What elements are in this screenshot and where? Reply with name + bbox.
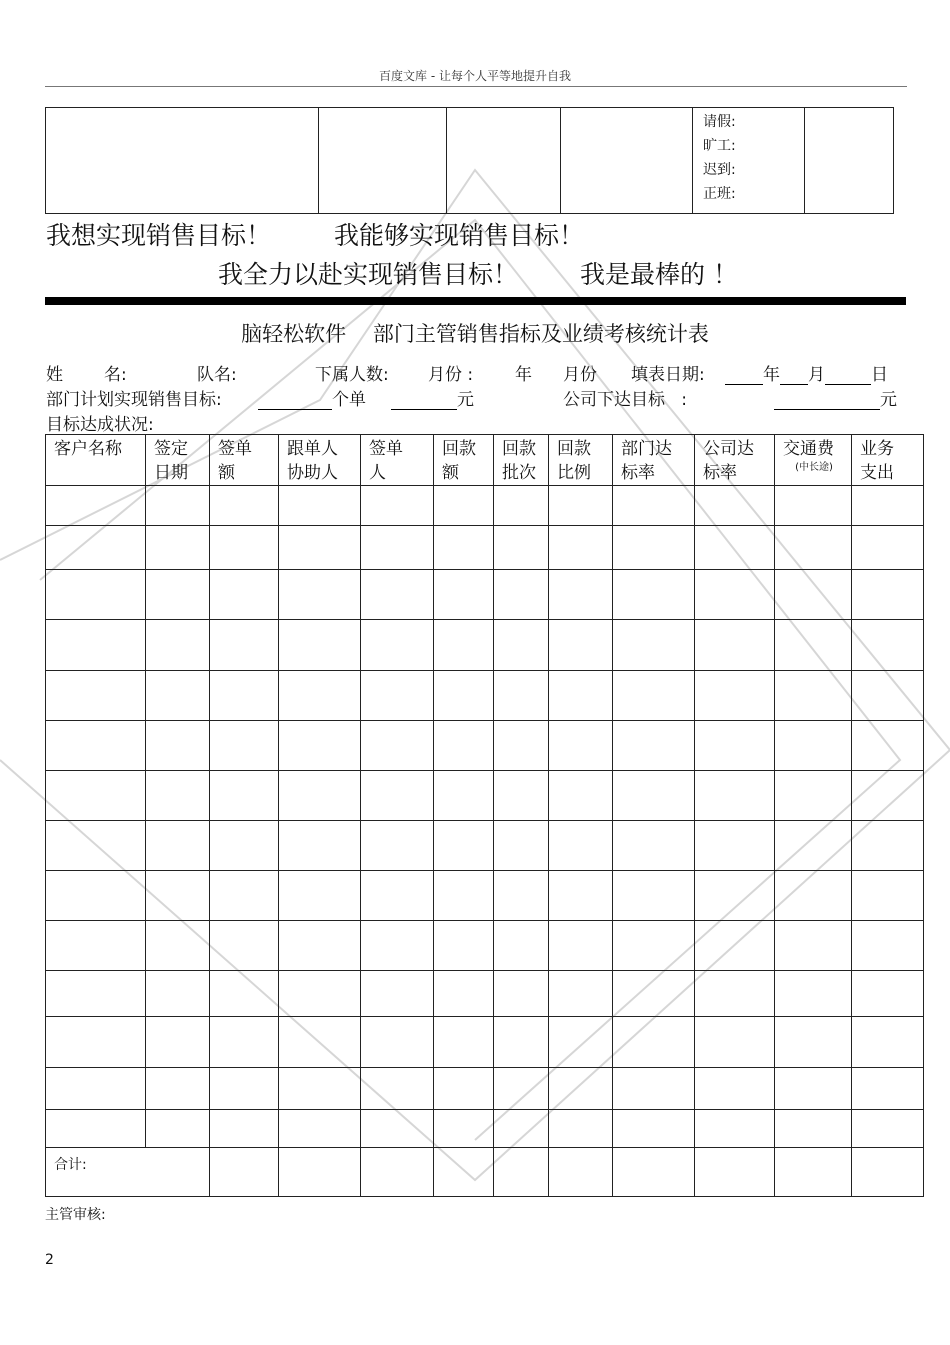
table-cell[interactable]	[46, 770, 146, 820]
table-row	[46, 971, 924, 1017]
table-cell[interactable]	[613, 921, 695, 971]
table-cell[interactable]	[852, 770, 924, 820]
table-cell[interactable]	[494, 720, 549, 770]
plan-orders-field	[258, 385, 366, 410]
table-row	[46, 921, 924, 971]
table-cell[interactable]	[434, 871, 494, 921]
table-cell[interactable]	[549, 486, 613, 526]
table-cell[interactable]	[549, 1017, 613, 1067]
table-cell[interactable]	[695, 486, 775, 526]
table-cell[interactable]	[852, 921, 924, 971]
table-cell[interactable]	[46, 670, 146, 720]
header-line-1: 签单	[218, 439, 252, 459]
table-cell[interactable]	[613, 1067, 695, 1109]
page-number: 2	[45, 1252, 54, 1268]
company-name: 脑轻松软件	[241, 322, 347, 346]
table-cell[interactable]	[775, 720, 852, 770]
col-payment-amount	[434, 435, 494, 486]
table-cell[interactable]	[146, 670, 210, 720]
table-row	[46, 1067, 924, 1109]
fill-date-label: 填表日期:	[631, 365, 705, 385]
header-line-1: 业务	[860, 439, 894, 459]
name-label-b: 名:	[104, 365, 127, 385]
total-label: 合计:	[46, 1147, 210, 1196]
col-follow-helper	[279, 435, 361, 486]
header-line-1: 跟单人	[287, 439, 338, 459]
table-cell[interactable]	[549, 570, 613, 620]
plan-amount-field	[391, 385, 474, 410]
table-cell[interactable]	[146, 971, 210, 1017]
table-cell[interactable]	[494, 770, 549, 820]
total-cell[interactable]	[361, 1147, 434, 1196]
table-cell[interactable]	[852, 486, 924, 526]
header-line-2: 标率	[621, 463, 655, 483]
table-cell[interactable]	[549, 921, 613, 971]
header-line-2: 日期	[154, 463, 188, 483]
table-cell[interactable]	[549, 1109, 613, 1147]
table-cell[interactable]	[549, 670, 613, 720]
top-cell	[319, 108, 447, 214]
table-cell[interactable]	[613, 526, 695, 570]
table-cell[interactable]	[695, 1109, 775, 1147]
table-cell[interactable]	[613, 1017, 695, 1067]
table-cell[interactable]	[210, 921, 279, 971]
table-cell[interactable]	[775, 570, 852, 620]
table-row	[46, 670, 924, 720]
table-cell[interactable]	[613, 820, 695, 870]
table-cell[interactable]	[279, 486, 361, 526]
table-cell[interactable]	[210, 526, 279, 570]
company-target-blank[interactable]	[774, 391, 880, 410]
table-cell[interactable]	[46, 570, 146, 620]
sales-table	[45, 434, 924, 1197]
table-cell[interactable]	[852, 670, 924, 720]
table-cell[interactable]	[279, 820, 361, 870]
top-cell	[561, 108, 693, 214]
table-cell[interactable]	[146, 1017, 210, 1067]
table-cell[interactable]	[279, 770, 361, 820]
table-cell[interactable]	[46, 620, 146, 670]
date-month-word: 月	[808, 365, 825, 385]
fill-date-line	[725, 360, 888, 385]
table-cell[interactable]	[279, 971, 361, 1017]
table-cell[interactable]	[146, 486, 210, 526]
table-row	[46, 720, 924, 770]
table-cell[interactable]	[494, 1017, 549, 1067]
header-line-1: 交通费	[783, 439, 834, 459]
table-cell[interactable]	[361, 971, 434, 1017]
table-cell[interactable]	[852, 1067, 924, 1109]
table-row	[46, 1109, 924, 1147]
col-business-expense	[852, 435, 924, 486]
table-cell[interactable]	[46, 820, 146, 870]
table-cell[interactable]	[210, 570, 279, 620]
table-cell[interactable]	[852, 620, 924, 670]
table-cell[interactable]	[361, 1067, 434, 1109]
table-cell[interactable]	[695, 971, 775, 1017]
table-cell[interactable]	[852, 1017, 924, 1067]
table-body	[46, 486, 924, 1197]
table-cell[interactable]	[613, 570, 695, 620]
table-cell[interactable]	[852, 526, 924, 570]
table-cell[interactable]	[361, 526, 434, 570]
table-cell[interactable]	[434, 921, 494, 971]
header-line-2: 协助人	[287, 463, 338, 483]
table-cell[interactable]	[775, 620, 852, 670]
table-cell[interactable]	[146, 921, 210, 971]
total-cell[interactable]	[549, 1147, 613, 1196]
table-cell[interactable]	[46, 1017, 146, 1067]
year-word: 年	[515, 365, 532, 385]
table-cell[interactable]	[46, 1109, 146, 1147]
table-cell[interactable]	[279, 526, 361, 570]
regular-label: 正班:	[703, 186, 736, 202]
table-cell[interactable]	[852, 971, 924, 1017]
table-cell[interactable]	[549, 1067, 613, 1109]
header-line-1: 回款	[502, 439, 536, 459]
header-line-2: 额	[218, 463, 235, 483]
table-cell[interactable]	[146, 1109, 210, 1147]
table-cell[interactable]	[775, 1067, 852, 1109]
table-cell[interactable]	[46, 871, 146, 921]
top-cell	[46, 108, 319, 214]
total-row	[46, 1147, 924, 1196]
table-cell[interactable]	[695, 871, 775, 921]
header-line-2: (中长途)	[795, 462, 833, 473]
table-cell[interactable]	[434, 1067, 494, 1109]
table-cell[interactable]	[434, 526, 494, 570]
table-cell[interactable]	[775, 1017, 852, 1067]
table-cell[interactable]	[210, 1017, 279, 1067]
company-target-field	[774, 385, 897, 410]
table-cell[interactable]	[494, 526, 549, 570]
header-line-2: 额	[442, 463, 459, 483]
table-cell[interactable]	[434, 486, 494, 526]
header-line-1: 签单	[369, 439, 403, 459]
table-cell[interactable]	[361, 486, 434, 526]
table-cell[interactable]	[434, 620, 494, 670]
table-cell[interactable]	[46, 971, 146, 1017]
leave-label: 请假:	[703, 114, 736, 130]
table-cell[interactable]	[46, 526, 146, 570]
status-label: 目标达成状况:	[46, 415, 154, 435]
table-cell[interactable]	[695, 570, 775, 620]
table-cell[interactable]	[210, 820, 279, 870]
table-cell[interactable]	[695, 1067, 775, 1109]
top-cell	[805, 108, 894, 214]
header-line-2: 比例	[557, 463, 591, 483]
table-cell[interactable]	[695, 921, 775, 971]
table-cell[interactable]	[494, 921, 549, 971]
table-cell[interactable]	[361, 620, 434, 670]
table-cell[interactable]	[146, 871, 210, 921]
name-label-a: 姓	[46, 365, 63, 385]
table-cell[interactable]	[494, 971, 549, 1017]
team-label: 队名:	[197, 365, 237, 385]
table-cell[interactable]	[613, 971, 695, 1017]
table-cell[interactable]	[852, 720, 924, 770]
table-cell[interactable]	[494, 871, 549, 921]
table-name: 部门主管销售指标及业绩考核统计表	[372, 322, 709, 346]
date-day-blank[interactable]	[825, 366, 871, 385]
date-day-word: 日	[871, 365, 888, 385]
unit-yuan-2: 元	[880, 390, 897, 410]
header-rule	[45, 86, 907, 87]
header-line-1: 公司达	[703, 439, 754, 459]
col-dept-rate	[613, 435, 695, 486]
table-cell[interactable]	[210, 1067, 279, 1109]
col-signer	[361, 435, 434, 486]
table-cell[interactable]	[613, 620, 695, 670]
plan-orders-blank[interactable]	[258, 391, 332, 410]
table-cell[interactable]	[494, 620, 549, 670]
table-cell[interactable]	[46, 1067, 146, 1109]
total-cell[interactable]	[695, 1147, 775, 1196]
table-cell[interactable]	[46, 486, 146, 526]
header-line-1: 部门达	[621, 439, 672, 459]
company-target-label: 公司下达目标 :	[563, 390, 687, 410]
col-order-amount	[210, 435, 279, 486]
table-cell[interactable]	[695, 526, 775, 570]
table-cell[interactable]	[361, 720, 434, 770]
late-label: 迟到:	[703, 162, 736, 178]
plan-amount-blank[interactable]	[391, 391, 457, 410]
table-row	[46, 620, 924, 670]
staff-count-label: 下属人数:	[315, 365, 389, 385]
total-cell[interactable]	[494, 1147, 549, 1196]
table-cell[interactable]	[775, 820, 852, 870]
col-customer-name	[46, 435, 146, 486]
table-cell[interactable]	[361, 1109, 434, 1147]
top-cell	[447, 108, 561, 214]
table-cell[interactable]	[613, 486, 695, 526]
table-cell[interactable]	[210, 1109, 279, 1147]
table-cell[interactable]	[695, 720, 775, 770]
table-cell[interactable]	[361, 820, 434, 870]
table-cell[interactable]	[361, 921, 434, 971]
table-cell[interactable]	[279, 1067, 361, 1109]
table-cell[interactable]	[852, 1109, 924, 1147]
col-sign-date	[146, 435, 210, 486]
total-cell[interactable]	[210, 1147, 279, 1196]
total-cell[interactable]	[613, 1147, 695, 1196]
table-cell[interactable]	[279, 921, 361, 971]
table-cell[interactable]	[279, 1109, 361, 1147]
table-cell[interactable]	[549, 526, 613, 570]
table-cell[interactable]	[549, 620, 613, 670]
form-title	[0, 318, 950, 348]
table-cell[interactable]	[775, 486, 852, 526]
table-cell[interactable]	[613, 871, 695, 921]
col-travel-cost	[775, 435, 852, 486]
table-row	[46, 486, 924, 526]
attendance-table	[45, 107, 894, 214]
table-cell[interactable]	[361, 670, 434, 720]
table-cell[interactable]	[775, 1109, 852, 1147]
date-year-word: 年	[763, 365, 780, 385]
table-cell[interactable]	[279, 1017, 361, 1067]
table-cell[interactable]	[46, 720, 146, 770]
table-cell[interactable]	[775, 526, 852, 570]
table-cell[interactable]	[146, 820, 210, 870]
table-cell[interactable]	[852, 820, 924, 870]
table-cell[interactable]	[494, 670, 549, 720]
table-cell[interactable]	[695, 1017, 775, 1067]
table-cell[interactable]	[434, 720, 494, 770]
table-cell[interactable]	[279, 620, 361, 670]
table-cell[interactable]	[146, 620, 210, 670]
table-cell[interactable]	[434, 971, 494, 1017]
date-month-blank[interactable]	[780, 366, 808, 385]
table-row	[46, 570, 924, 620]
unit-yuan: 元	[457, 390, 474, 410]
table-cell[interactable]	[434, 1017, 494, 1067]
table-cell[interactable]	[775, 670, 852, 720]
table-cell[interactable]	[695, 620, 775, 670]
table-row	[46, 526, 924, 570]
header-line-1: 签定	[154, 439, 188, 459]
header-line-2: 人	[369, 463, 386, 483]
col-payment-ratio	[549, 435, 613, 486]
attendance-cell	[693, 108, 805, 214]
table-cell[interactable]	[549, 820, 613, 870]
header-line-2: 标率	[703, 463, 737, 483]
total-cell[interactable]	[279, 1147, 361, 1196]
slogan-2: 我能够实现销售目标！	[334, 221, 585, 250]
table-cell[interactable]	[146, 1067, 210, 1109]
table-cell[interactable]	[494, 486, 549, 526]
slogan-3: 我全力以赴实现销售目标！	[218, 260, 519, 289]
slogan-4: 我是最棒的 ！	[580, 260, 738, 289]
month-word: 月份	[563, 365, 597, 385]
table-cell[interactable]	[361, 770, 434, 820]
supervisor-review-label: 主管审核:	[45, 1207, 106, 1223]
table-cell[interactable]	[210, 670, 279, 720]
month-label: 月份 :	[428, 365, 474, 385]
header-line-2: 支出	[860, 463, 894, 483]
table-cell[interactable]	[775, 770, 852, 820]
table-cell[interactable]	[146, 526, 210, 570]
table-cell[interactable]	[210, 486, 279, 526]
date-year-blank[interactable]	[725, 366, 763, 385]
table-cell[interactable]	[434, 1109, 494, 1147]
table-cell[interactable]	[210, 971, 279, 1017]
header-line-1: 回款	[557, 439, 591, 459]
table-row	[46, 871, 924, 921]
table-cell[interactable]	[361, 1017, 434, 1067]
table-cell[interactable]	[210, 871, 279, 921]
table-cell[interactable]	[279, 871, 361, 921]
table-cell[interactable]	[695, 770, 775, 820]
plan-target-label: 部门计划实现销售目标:	[46, 390, 222, 410]
total-cell[interactable]	[434, 1147, 494, 1196]
table-cell[interactable]	[210, 720, 279, 770]
table-cell[interactable]	[494, 570, 549, 620]
table-cell[interactable]	[434, 820, 494, 870]
table-row	[46, 820, 924, 870]
table-row	[46, 1017, 924, 1067]
table-cell[interactable]	[695, 670, 775, 720]
table-cell[interactable]	[46, 921, 146, 971]
table-cell[interactable]	[434, 670, 494, 720]
table-cell[interactable]	[613, 1109, 695, 1147]
header-line-2: 批次	[502, 463, 536, 483]
table-cell[interactable]	[361, 871, 434, 921]
table-cell[interactable]	[549, 871, 613, 921]
table-cell[interactable]	[852, 871, 924, 921]
unit-orders: 个单	[332, 390, 366, 410]
table-cell[interactable]	[775, 921, 852, 971]
table-cell[interactable]	[775, 971, 852, 1017]
table-cell[interactable]	[775, 871, 852, 921]
header-row	[46, 435, 924, 486]
table-cell[interactable]	[279, 670, 361, 720]
table-cell[interactable]	[494, 820, 549, 870]
header-line-1: 回款	[442, 439, 476, 459]
table-cell[interactable]	[613, 670, 695, 720]
table-cell[interactable]	[210, 770, 279, 820]
table-cell[interactable]	[146, 770, 210, 820]
table-cell[interactable]	[695, 820, 775, 870]
table-row	[46, 770, 924, 820]
table-cell[interactable]	[549, 720, 613, 770]
col-payment-batch	[494, 435, 549, 486]
table-cell[interactable]	[361, 570, 434, 620]
table-cell[interactable]	[210, 620, 279, 670]
col-company-rate	[695, 435, 775, 486]
total-cell[interactable]	[775, 1147, 852, 1196]
table-cell[interactable]	[852, 570, 924, 620]
slogan-1: 我想实现销售目标！	[46, 221, 272, 250]
table-cell[interactable]	[434, 770, 494, 820]
table-cell[interactable]	[613, 770, 695, 820]
table-cell[interactable]	[146, 570, 210, 620]
table-cell[interactable]	[279, 570, 361, 620]
table-cell[interactable]	[146, 720, 210, 770]
table-cell[interactable]	[613, 720, 695, 770]
table-cell[interactable]	[494, 1067, 549, 1109]
thick-divider	[45, 297, 906, 305]
table-cell[interactable]	[549, 971, 613, 1017]
table-cell[interactable]	[494, 1109, 549, 1147]
total-cell[interactable]	[852, 1147, 924, 1196]
table-cell[interactable]	[279, 720, 361, 770]
absence-label: 旷工:	[703, 138, 736, 154]
page-header: 百度文库 - 让每个人平等地提升自我	[379, 69, 571, 83]
table-cell[interactable]	[549, 770, 613, 820]
header-line-1: 客户名称	[54, 439, 122, 459]
table-cell[interactable]	[434, 570, 494, 620]
